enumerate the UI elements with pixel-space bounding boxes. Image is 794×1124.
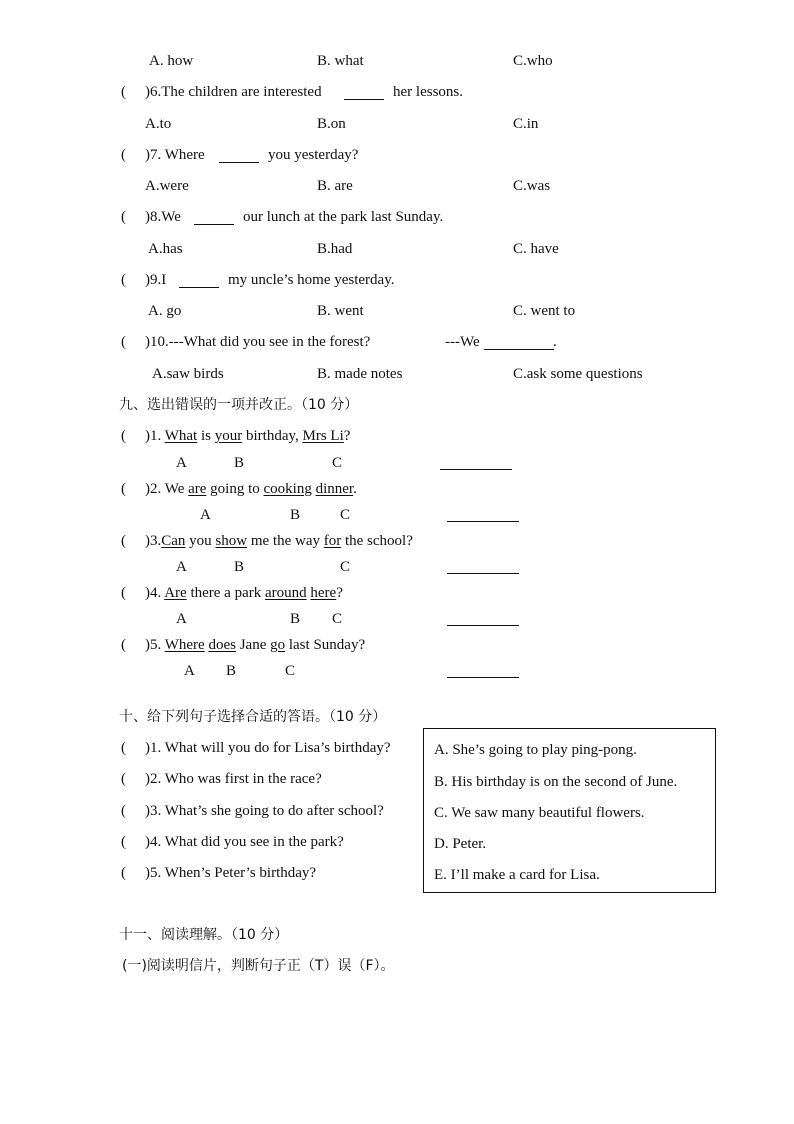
section-10-title: 十、给下列句子选择合适的答语。（10 分） <box>119 709 387 725</box>
question-text: 5. When’s Peter’s birthday? <box>150 865 317 881</box>
question-text: 9.I <box>150 272 167 288</box>
letter-a: A <box>176 611 187 627</box>
answer-suffix: . <box>553 334 557 350</box>
sentence-part: We <box>164 481 189 497</box>
underlined-c: for <box>323 533 342 549</box>
letter-c: C <box>285 663 296 679</box>
letter-b: B <box>234 455 245 471</box>
option-c: C.was <box>513 178 551 194</box>
answer-paren: ) <box>145 481 150 497</box>
sentence <box>150 480 357 498</box>
underlined-c: dinner <box>315 481 354 497</box>
sentence-part: going to <box>206 481 264 497</box>
answer-paren: ( <box>121 585 126 601</box>
item-number: 1. <box>150 428 162 444</box>
underlined-a: Are <box>164 585 187 601</box>
option-c: C.ask some questions <box>513 366 643 382</box>
correction-line[interactable] <box>447 625 519 626</box>
choice-c: C. We saw many beautiful flowers. <box>434 805 645 821</box>
sentence-part: last Sunday? <box>285 637 366 653</box>
answer-paren: ( <box>121 481 126 497</box>
letter-b: B <box>290 611 301 627</box>
answer-paren: ) <box>145 834 150 850</box>
answer-paren-open: ( <box>121 84 126 100</box>
option-c: C. went to <box>513 303 576 319</box>
letter-c: C <box>332 611 343 627</box>
option-b: B. made notes <box>317 366 403 382</box>
option-a: A. how <box>149 53 194 69</box>
answer-blank[interactable] <box>484 336 554 350</box>
option-a: A.to <box>145 116 172 132</box>
answer-blank[interactable] <box>219 149 259 163</box>
answer-paren-close: ) <box>145 272 150 288</box>
sentence <box>150 532 413 550</box>
answer-paren: ) <box>145 803 150 819</box>
section-9-title: 九、选出错误的一项并改正。（10 分） <box>119 397 359 413</box>
answer-paren: ) <box>145 533 150 549</box>
answer-blank[interactable] <box>344 86 384 100</box>
item-number: 3. <box>150 533 162 549</box>
answer-paren: ) <box>145 771 150 787</box>
choice-b: B. His birthday is on the second of June. <box>434 774 678 790</box>
question-text: 10.---What did you see in the forest? <box>150 334 371 350</box>
option-b: B.on <box>317 116 346 132</box>
answer-prefix: ---We <box>445 334 480 350</box>
option-a: A.has <box>148 241 183 257</box>
answer-paren: ) <box>145 740 150 756</box>
answer-paren: ) <box>145 637 150 653</box>
answer-paren-close: ) <box>145 147 150 163</box>
letter-a: A <box>176 559 187 575</box>
item-number: 5. <box>150 637 162 653</box>
correction-line[interactable] <box>447 521 519 522</box>
question-text: 8.We <box>150 209 181 225</box>
answer-paren-close: ) <box>145 209 150 225</box>
answer-paren: ( <box>121 803 126 819</box>
option-c: C. have <box>513 241 559 257</box>
answer-paren-open: ( <box>121 272 126 288</box>
sentence <box>150 636 365 654</box>
answer-blank[interactable] <box>194 211 234 225</box>
underlined-b: your <box>214 428 243 444</box>
sentence-part: birthday, <box>242 428 303 444</box>
letter-c: C <box>340 507 351 523</box>
question-text: 7. Where <box>150 147 205 163</box>
sentence <box>150 427 350 445</box>
letter-a: A <box>200 507 211 523</box>
answer-paren: ( <box>121 865 126 881</box>
underlined-a: What <box>164 428 198 444</box>
letter-b: B <box>290 507 301 523</box>
answer-paren: ( <box>121 740 126 756</box>
sentence-part: ? <box>336 585 343 601</box>
option-b: B. went <box>317 303 364 319</box>
answer-paren: ( <box>121 771 126 787</box>
answer-paren: ( <box>121 428 126 444</box>
sentence <box>150 584 343 602</box>
answer-paren: ) <box>145 428 150 444</box>
item-number: 2. <box>150 481 162 497</box>
question-text: 6.The children are interested <box>150 84 322 100</box>
question-text: 1. What will you do for Lisa’s birthday? <box>150 740 391 756</box>
answer-paren-open: ( <box>121 209 126 225</box>
section-11-subtitle: (一)阅读明信片，判断句子正（T）误（F）。 <box>122 958 395 974</box>
answer-paren-close: ) <box>145 84 150 100</box>
underlined-b: does <box>208 637 236 653</box>
sentence-part: Jane <box>235 637 271 653</box>
answer-paren: ( <box>121 533 126 549</box>
underlined-b: cooking <box>263 481 312 497</box>
answer-paren-close: ) <box>145 334 150 350</box>
choice-e: E. I’ll make a card for Lisa. <box>434 867 600 883</box>
correction-line[interactable] <box>447 573 519 574</box>
question-text: 2. Who was first in the race? <box>150 771 322 787</box>
letter-c: C <box>340 559 351 575</box>
option-a: A.saw birds <box>152 366 224 382</box>
sentence-part: you <box>185 533 216 549</box>
underlined-c: here <box>310 585 337 601</box>
underlined-a: are <box>188 481 207 497</box>
question-text-end: you yesterday? <box>268 147 359 163</box>
sentence-part: ? <box>343 428 351 444</box>
option-a: A. go <box>148 303 182 319</box>
answer-blank[interactable] <box>179 274 219 288</box>
sentence-part: . <box>353 481 357 497</box>
question-text-end: our lunch at the park last Sunday. <box>243 209 444 225</box>
underlined-a: Where <box>164 637 205 653</box>
option-b: B.had <box>317 241 353 257</box>
sentence-part: me the way <box>247 533 324 549</box>
choice-a: A. She’s going to play ping-pong. <box>434 742 637 758</box>
option-b: B. what <box>317 53 364 69</box>
answer-paren-open: ( <box>121 147 126 163</box>
answer-paren: ( <box>121 637 126 653</box>
letter-a: A <box>184 663 195 679</box>
option-b: B. are <box>317 178 353 194</box>
letter-b: B <box>234 559 245 575</box>
option-c: C.in <box>513 116 539 132</box>
choice-d: D. Peter. <box>434 836 487 852</box>
answer-paren: ) <box>145 865 150 881</box>
answer-paren-open: ( <box>121 334 126 350</box>
underlined-c: go <box>270 637 286 653</box>
underlined-b: around <box>264 585 307 601</box>
section-11-title: 十一、阅读理解。（10 分） <box>119 927 289 943</box>
sentence-part: is <box>197 428 215 444</box>
option-c: C.who <box>513 53 553 69</box>
letter-c: C <box>332 455 343 471</box>
question-text-end: my uncle’s home yesterday. <box>228 272 395 288</box>
correction-line[interactable] <box>440 469 512 470</box>
underlined-c: Mrs Li <box>302 428 344 444</box>
sentence-part: the school? <box>341 533 413 549</box>
answer-paren: ) <box>145 585 150 601</box>
question-text: 3. What’s she going to do after school? <box>150 803 384 819</box>
correction-line[interactable] <box>447 677 519 678</box>
question-text: 4. What did you see in the park? <box>150 834 344 850</box>
option-a: A.were <box>145 178 189 194</box>
letter-a: A <box>176 455 187 471</box>
item-number: 4. <box>150 585 162 601</box>
underlined-a: Can <box>161 533 186 549</box>
answer-paren: ( <box>121 834 126 850</box>
question-text-end: her lessons. <box>393 84 463 100</box>
sentence-part: there a park <box>186 585 265 601</box>
letter-b: B <box>226 663 237 679</box>
underlined-b: show <box>215 533 248 549</box>
